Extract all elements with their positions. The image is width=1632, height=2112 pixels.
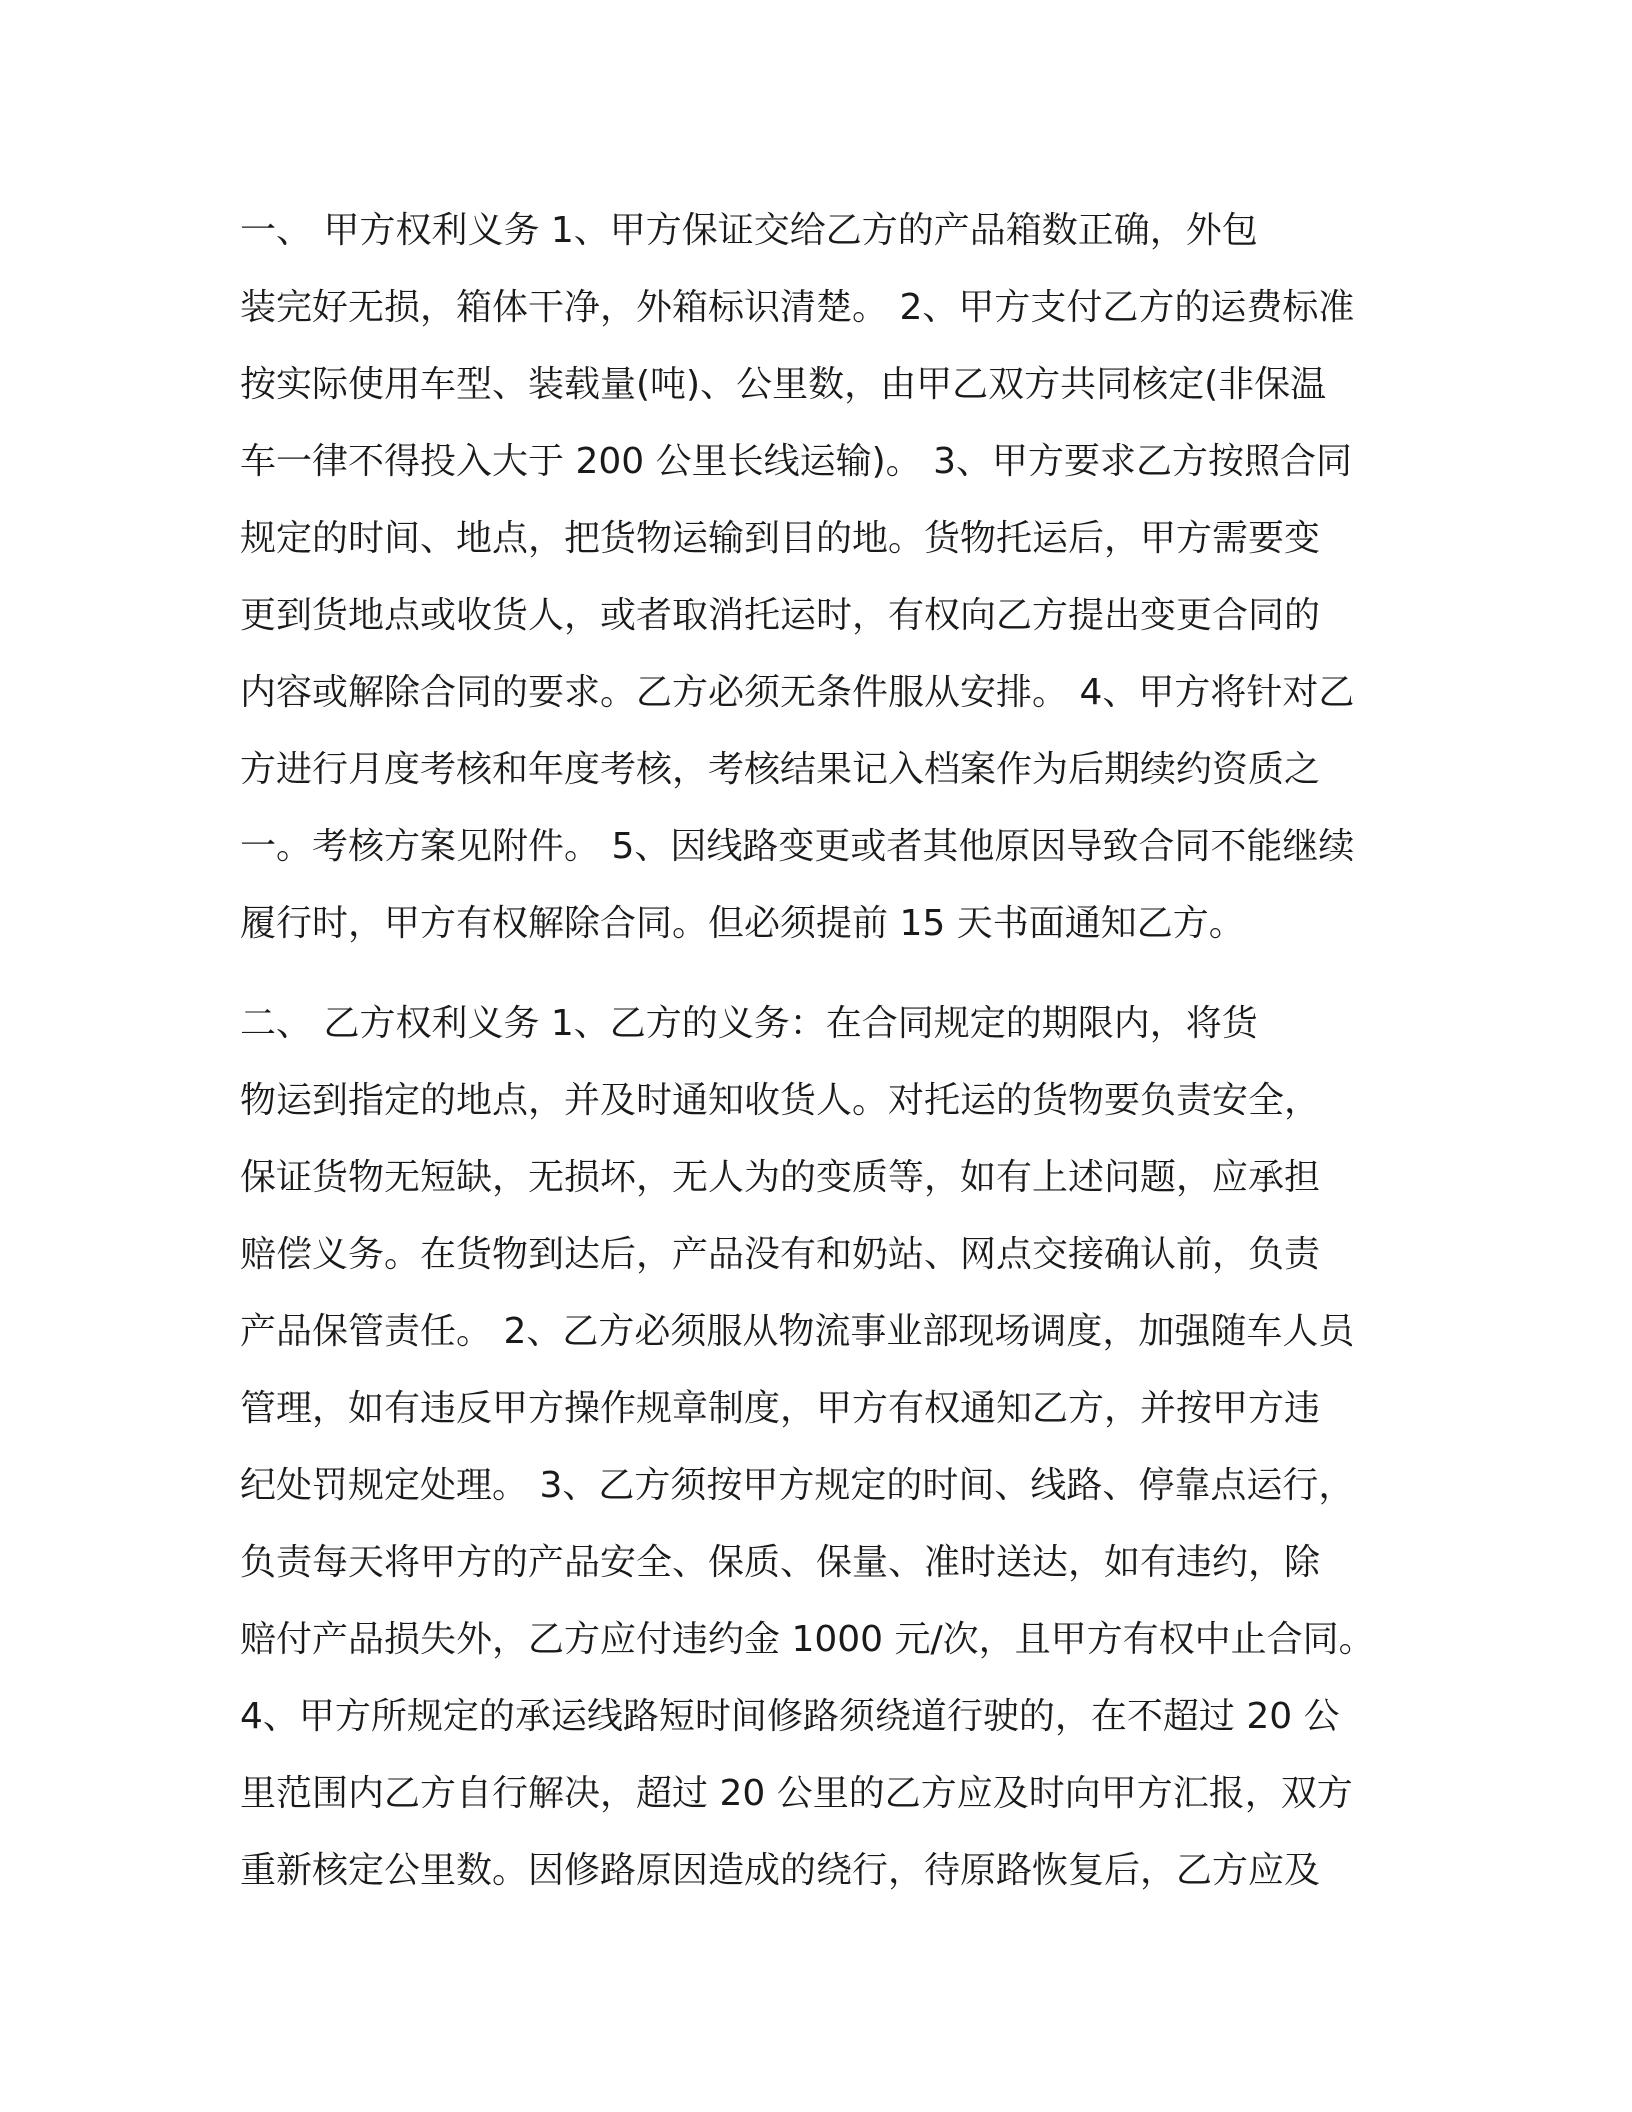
text-line: 赔付产品损失外，乙方应付违约金 1000 元/次，且甲方有权中止合同。 xyxy=(240,1619,1375,1660)
text-line: 履行时，甲方有权解除合同。但必须提前 15 天书面通知乙方。 xyxy=(240,903,1245,944)
text-line: 车一律不得投入大于 200 公里长线运输)。 3、甲方要求乙方按照合同 xyxy=(240,441,1352,482)
text-line: 4、甲方所规定的承运线路短时间修路须绕道行驶的，在不超过 20 公 xyxy=(240,1696,1340,1737)
paragraph-party-a-rights xyxy=(240,192,1380,962)
text-line: 赔偿义务。在货物到达后，产品没有和奶站、网点交接确认前，负责 xyxy=(240,1234,1321,1275)
text-line: 纪处罚规定处理。 3、乙方须按甲方规定的时间、线路、停靠点运行， xyxy=(240,1465,1355,1506)
text-line: 内容或解除合同的要求。乙方必须无条件服从安排。 4、甲方将针对乙 xyxy=(240,672,1355,713)
text-line: 产品保管责任。 2、乙方必须服从物流事业部现场调度，加强随车人员 xyxy=(240,1311,1355,1352)
text-line: 物运到指定的地点，并及时通知收货人。对托运的货物要负责安全， xyxy=(240,1080,1321,1121)
text-line: 里范围内乙方自行解决，超过 20 公里的乙方应及时向甲方汇报，双方 xyxy=(240,1773,1353,1814)
text-line: 保证货物无短缺，无损坏，无人为的变质等，如有上述问题，应承担 xyxy=(240,1157,1321,1198)
document-body xyxy=(240,192,1380,1909)
text-line: 一、 甲方权利义务 1、甲方保证交给乙方的产品箱数正确，外包 xyxy=(240,210,1258,251)
text-line: 按实际使用车型、装载量(吨)、公里数，由甲乙双方共同核定(非保温 xyxy=(240,364,1327,405)
paragraph-party-b-rights xyxy=(240,985,1380,1909)
text-line: 一。考核方案见附件。 5、因线路变更或者其他原因导致合同不能继续 xyxy=(240,826,1355,867)
text-line: 方进行月度考核和年度考核，考核结果记入档案作为后期续约资质之 xyxy=(240,749,1321,790)
text-line: 负责每天将甲方的产品安全、保质、保量、准时送达，如有违约，除 xyxy=(240,1542,1321,1583)
text-line: 二、 乙方权利义务 1、乙方的义务：在合同规定的期限内，将货 xyxy=(240,1003,1258,1044)
text-line: 更到货地点或收货人，或者取消托运时，有权向乙方提出变更合同的 xyxy=(240,595,1321,636)
text-line: 规定的时间、地点，把货物运输到目的地。货物托运后，甲方需要变 xyxy=(240,518,1321,559)
text-line: 装完好无损，箱体干净，外箱标识清楚。 2、甲方支付乙方的运费标准 xyxy=(240,287,1355,328)
text-line: 管理，如有违反甲方操作规章制度，甲方有权通知乙方，并按甲方违 xyxy=(240,1388,1321,1429)
text-line: 重新核定公里数。因修路原因造成的绕行，待原路恢复后，乙方应及 xyxy=(240,1850,1321,1891)
